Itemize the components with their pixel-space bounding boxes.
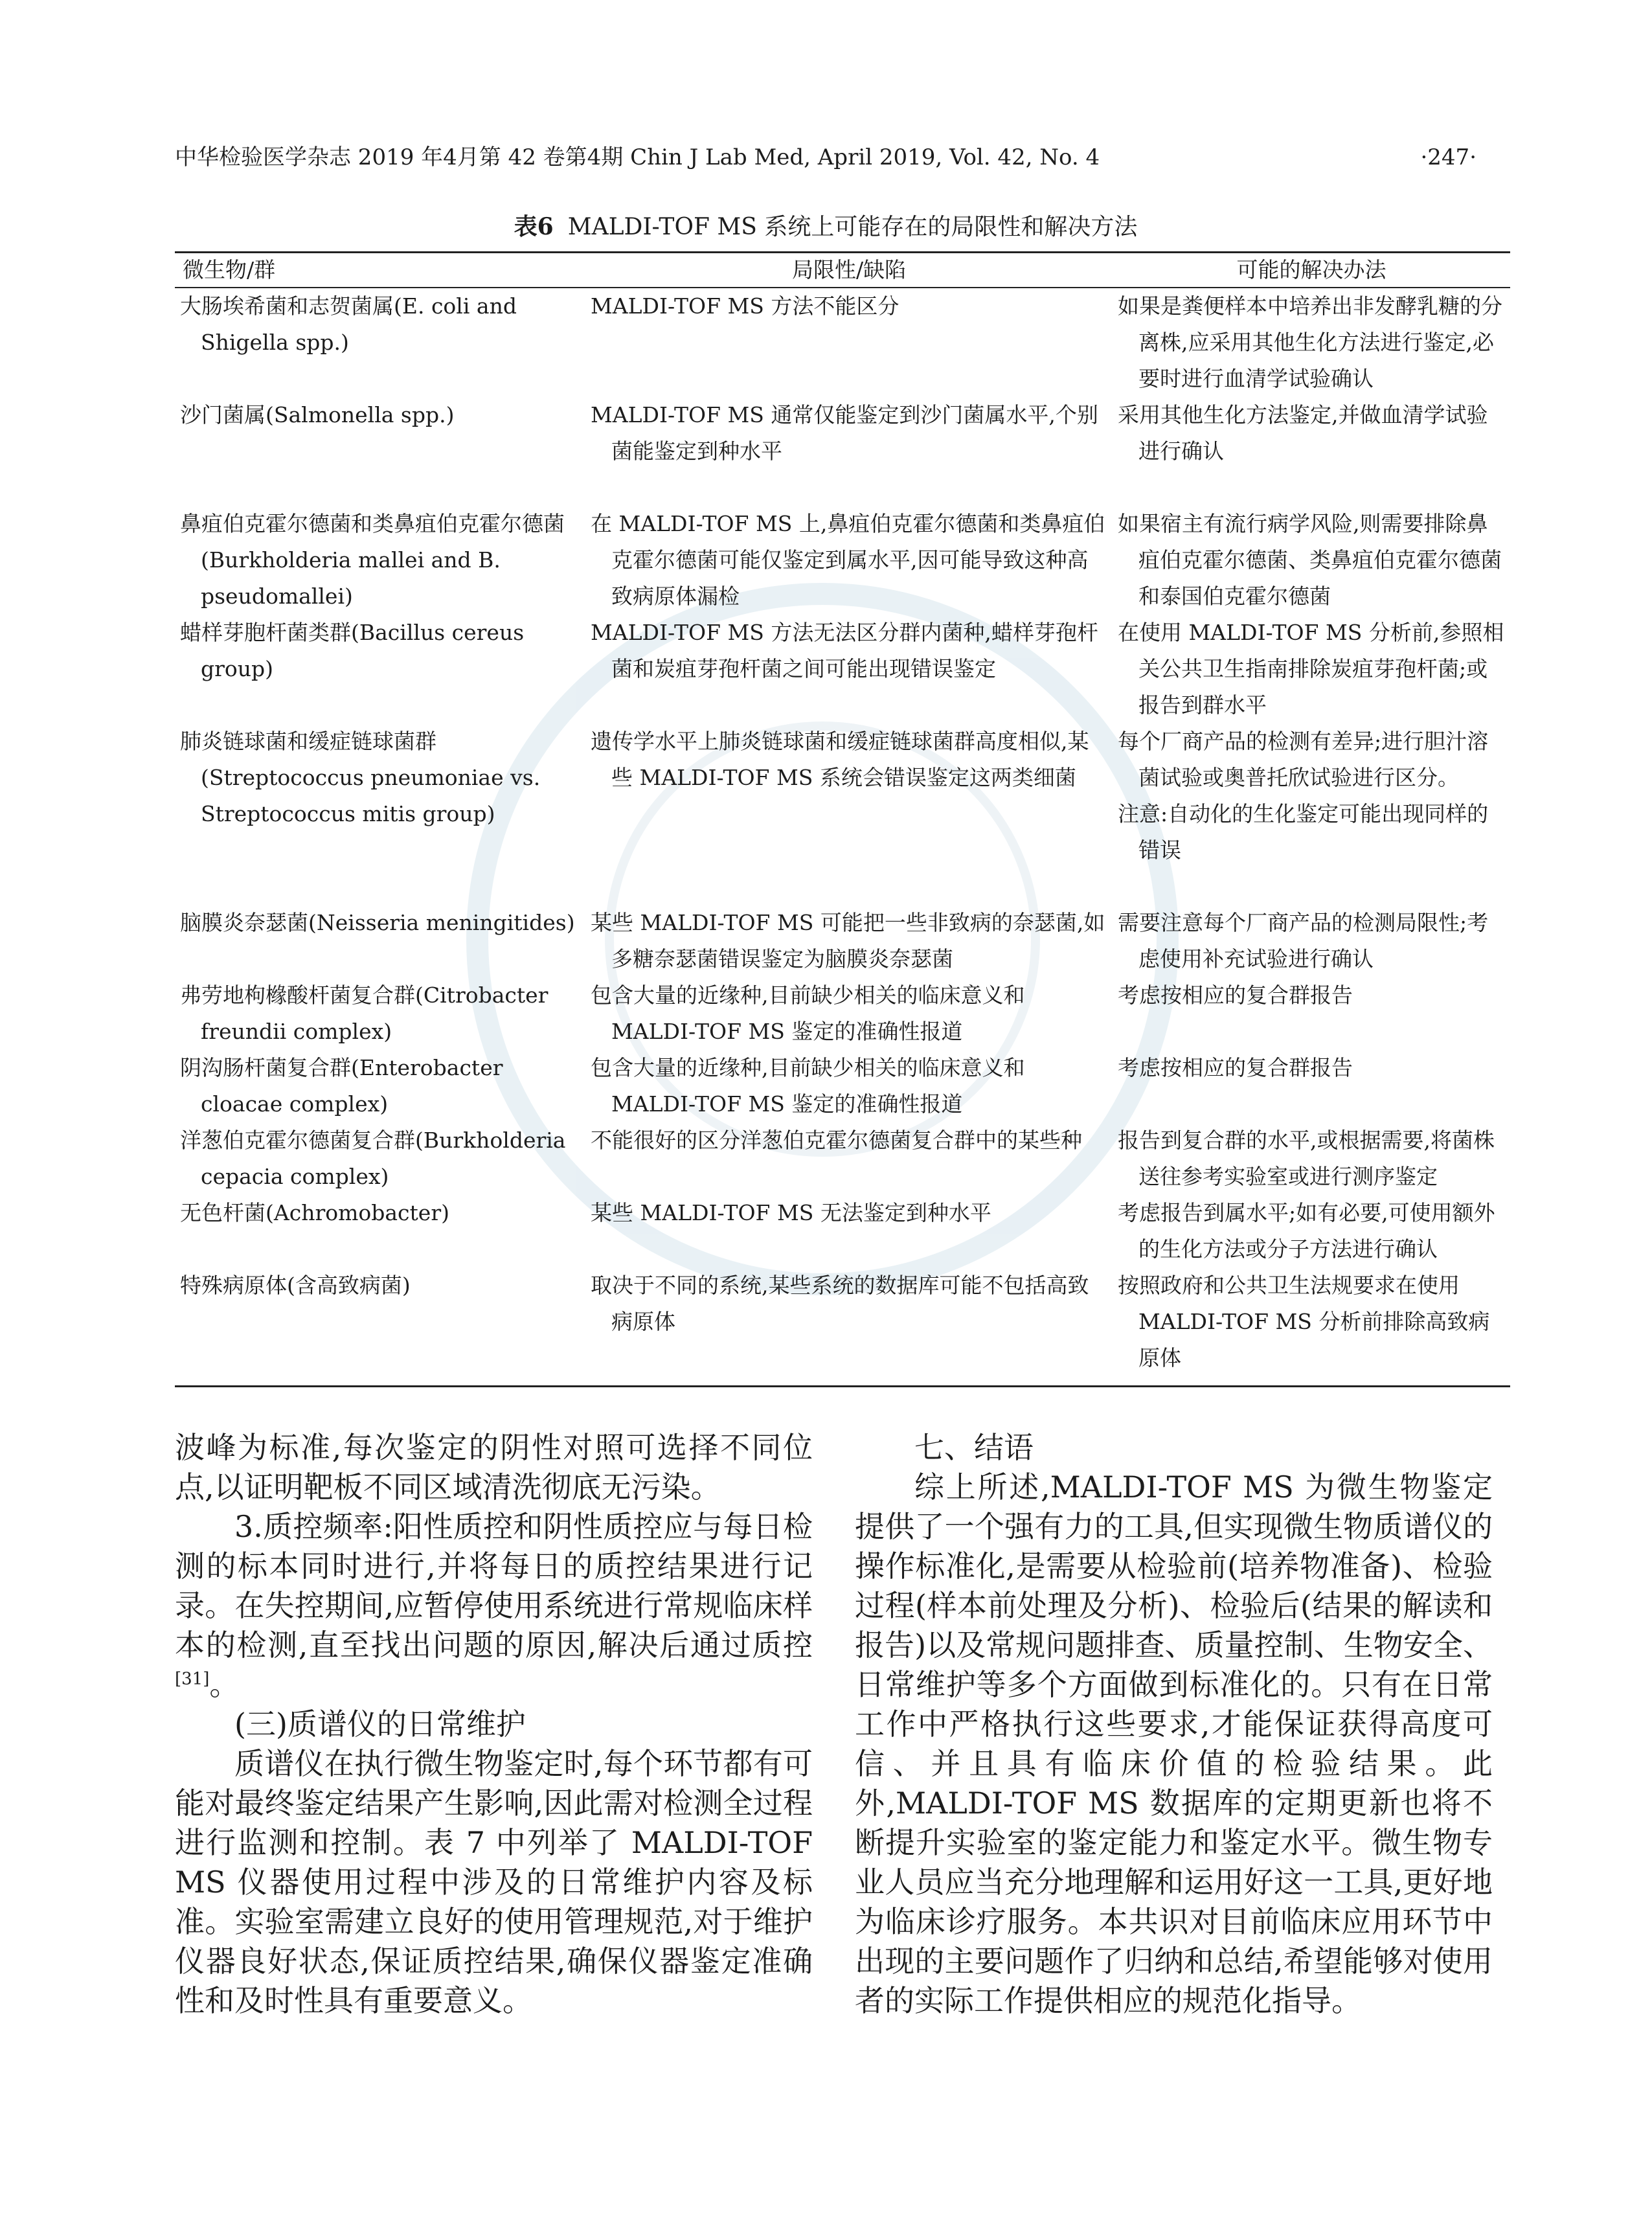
limitation-cell: 某些 MALDI-TOF MS 无法鉴定到种水平 xyxy=(591,1200,991,1225)
limitation-cell: 包含大量的近缘种,目前缺少相关的临床意义和MALDI-TOF MS 鉴定的准确性报道 xyxy=(591,982,1025,1044)
citation-ref: [31] xyxy=(175,1669,210,1689)
organism-cell: 无色杆菌(Achromobacter) xyxy=(180,1200,449,1225)
paragraph: 波峰为标准,每次鉴定的阴性对照可选择不同位点,以证明靶板不同区域清洗彻底无污染。 xyxy=(175,1430,813,1505)
table-title: MALDI-TOF MS 系统上可能存在的局限性和解决方法 xyxy=(567,214,1138,240)
limitation-cell: MALDI-TOF MS 通常仅能鉴定到沙门菌属水平,个别菌能鉴定到种水平 xyxy=(591,402,1098,464)
limitation-cell: 在 MALDI-TOF MS 上,鼻疽伯克霍尔德菌和类鼻疽伯克霍尔德菌可能仅鉴定到属水平,因可能导致这种高致病原体漏检 xyxy=(591,511,1105,609)
organism-cell: 弗劳地枸橼酸杆菌复合群(Citrobacter freundii complex) xyxy=(180,982,549,1044)
limitation-cell: 遗传学水平上肺炎链球菌和缓症链球菌群高度相似,某些 MALDI-TOF MS 系统会错误鉴定这两类细菌 xyxy=(591,729,1089,790)
paragraph: 综上所述,MALDI-TOF MS 为微生物鉴定提供了一个强有力的工具,但实现微生物质谱仪的操作标准化,是需要从检验前(培养物准备)、检验过程(样本前处理及分析)、检验后(结果的解读和报告)以及常规问题排查、质量控制、生物安全、日常维护等多个方面做到标准化的。只有在日常工作中严格执行这些要求,才能保证获得高度可信、并且具有临床价值的检验结果。此外,MALDI-TOF MS 数据库的定期更新也将不断提升实验室的鉴定能力和鉴定水平。微生物专业人员应当充分地理解和运用好这一工具,更好地为临床诊疗服务。本共识对目前临床应用环节中出现的主要问题作了归纳和总结,希望能够对使用者的实际工作提供相应的规范化指导。 xyxy=(855,1470,1493,2018)
solution-cell: 考虑按相应的复合群报告 xyxy=(1118,982,1353,1008)
paragraph: 质谱仪在执行微生物鉴定时,每个环节都有可能对最终鉴定结果产生影响,因此需对检测全过程进行监测和控制。表 7 中列举了 MALDI-TOF MS 仪器使用过程中涉及的日常维护内容及标准。实验室需建立良好的使用管理规范,对于维护仪器良好状态,保证质控结果,确保仪器鉴定准确性和及时性具有重要意义。 xyxy=(175,1746,813,2018)
left-text-column xyxy=(175,1428,813,2021)
solution-cell: 考虑报告到属水平;如有必要,可使用额外的生化方法或分子方法进行确认 xyxy=(1118,1200,1495,1262)
table-row xyxy=(175,288,1510,397)
table-container xyxy=(175,251,1504,1387)
limitation-cell: MALDI-TOF MS 方法无法区分群内菌种,蜡样芽孢杆菌和炭疽芽孢杆菌之间可能出现错误鉴定 xyxy=(591,620,1098,681)
limitation-cell: 某些 MALDI-TOF MS 可能把一些非致病的奈瑟菌,如多糖奈瑟菌错误鉴定为脑膜炎奈瑟菌 xyxy=(591,910,1105,971)
section-heading: (三)质谱仪的日常维护 xyxy=(234,1707,526,1742)
organism-cell: 洋葱伯克霍尔德菌复合群(Burkholderia cepacia complex) xyxy=(180,1128,566,1189)
table-row xyxy=(175,723,1510,905)
solution-cell: 每个厂商产品的检测有差异;进行胆汁溶菌试验或奥普托欣试验进行区分。 xyxy=(1118,729,1489,790)
journal-info: 中华检验医学杂志 2019 年4月第 42 卷第4期 Chin J Lab Med, April 2019, Vol. 42, No. 4 xyxy=(175,144,1100,170)
solution-cell: 采用其他生化方法鉴定,并做血清学试验进行确认 xyxy=(1118,402,1488,464)
page-number: ·247· xyxy=(1420,144,1477,170)
table-row xyxy=(175,1122,1510,1195)
limitation-cell: 不能很好的区分洋葱伯克霍尔德菌复合群中的某些种 xyxy=(591,1128,1082,1153)
running-header xyxy=(175,141,1477,174)
organism-cell: 大肠埃希菌和志贺菌属(E. coli and Shigella spp.) xyxy=(180,293,517,355)
solution-cell: 如果宿主有流行病学风险,则需要排除鼻疽伯克霍尔德菌、类鼻疽伯克霍尔德菌和泰国伯克霍尔德菌 xyxy=(1118,511,1502,609)
table-caption xyxy=(175,211,1477,243)
solution-cell: 考虑按相应的复合群报告 xyxy=(1118,1055,1353,1080)
column-header-solution: 可能的解决办法 xyxy=(1113,253,1510,288)
table-row xyxy=(175,1195,1510,1267)
table-label: 表6 xyxy=(514,213,554,240)
table-row xyxy=(175,905,1510,977)
table-row xyxy=(175,397,1510,506)
right-text-column xyxy=(855,1428,1493,2021)
solution-cell: 需要注意每个厂商产品的检测局限性;考虑使用补充试验进行确认 xyxy=(1118,910,1489,971)
table-row xyxy=(175,506,1510,615)
solution-note: 注意:自动化的生化鉴定可能出现同样的错误 xyxy=(1118,801,1489,863)
table-row xyxy=(175,1050,1510,1122)
solution-cell: 按照政府和公共卫生法规要求在使用 MALDI-TOF MS 分析前排除高致病原体 xyxy=(1118,1273,1490,1370)
table-row xyxy=(175,977,1510,1050)
limitations-table xyxy=(175,251,1510,1387)
organism-cell: 脑膜炎奈瑟菌(Neisseria meningitides) xyxy=(180,910,575,935)
organism-cell: 肺炎链球菌和缓症链球菌群(Streptococcus pneumoniae vs. Streptococcus mitis group) xyxy=(180,729,541,826)
organism-cell: 特殊病原体(含高致病菌) xyxy=(180,1273,411,1298)
section-heading: 七、结语 xyxy=(914,1430,1034,1465)
paragraph-end: 。 xyxy=(209,1667,240,1702)
limitation-cell: MALDI-TOF MS 方法不能区分 xyxy=(591,293,900,319)
organism-cell: 蜡样芽胞杆菌类群(Bacillus cereus group) xyxy=(180,620,525,681)
table-row xyxy=(175,1267,1510,1387)
table-header-row xyxy=(175,253,1510,288)
organism-cell: 阴沟肠杆菌复合群(Enterobacter cloacae complex) xyxy=(180,1055,503,1117)
limitation-cell: 包含大量的近缘种,目前缺少相关的临床意义和MALDI-TOF MS 鉴定的准确性报道 xyxy=(591,1055,1025,1117)
limitation-cell: 取决于不同的系统,某些系统的数据库可能不包括高致病原体 xyxy=(591,1273,1089,1334)
organism-cell: 鼻疽伯克霍尔德菌和类鼻疽伯克霍尔德菌(Burkholderia mallei and B. pseudomallei) xyxy=(180,511,565,609)
solution-cell: 如果是粪便样本中培养出非发酵乳糖的分离株,应采用其他生化方法进行鉴定,必要时进行血清学试验确认 xyxy=(1118,293,1502,391)
organism-cell: 沙门菌属(Salmonella spp.) xyxy=(180,402,455,427)
paragraph-text: 3.质控频率:阳性质控和阴性质控应与每日检测的标本同时进行,并将每日的质控结果进行记录。在失控期间,应暂停使用系统进行常规临床样本的检测,直至找出问题的原因,解决后通过质控 xyxy=(175,1509,813,1663)
table-row xyxy=(175,615,1510,723)
paragraph xyxy=(175,1507,813,1705)
solution-cell: 在使用 MALDI-TOF MS 分析前,参照相关公共卫生指南排除炭疽芽孢杆菌;或报告到群水平 xyxy=(1118,620,1504,718)
column-header-organism: 微生物/群 xyxy=(175,253,585,288)
column-header-limitation: 局限性/缺陷 xyxy=(585,253,1113,288)
solution-cell: 报告到复合群的水平,或根据需要,将菌株送往参考实验室或进行测序鉴定 xyxy=(1118,1128,1495,1189)
